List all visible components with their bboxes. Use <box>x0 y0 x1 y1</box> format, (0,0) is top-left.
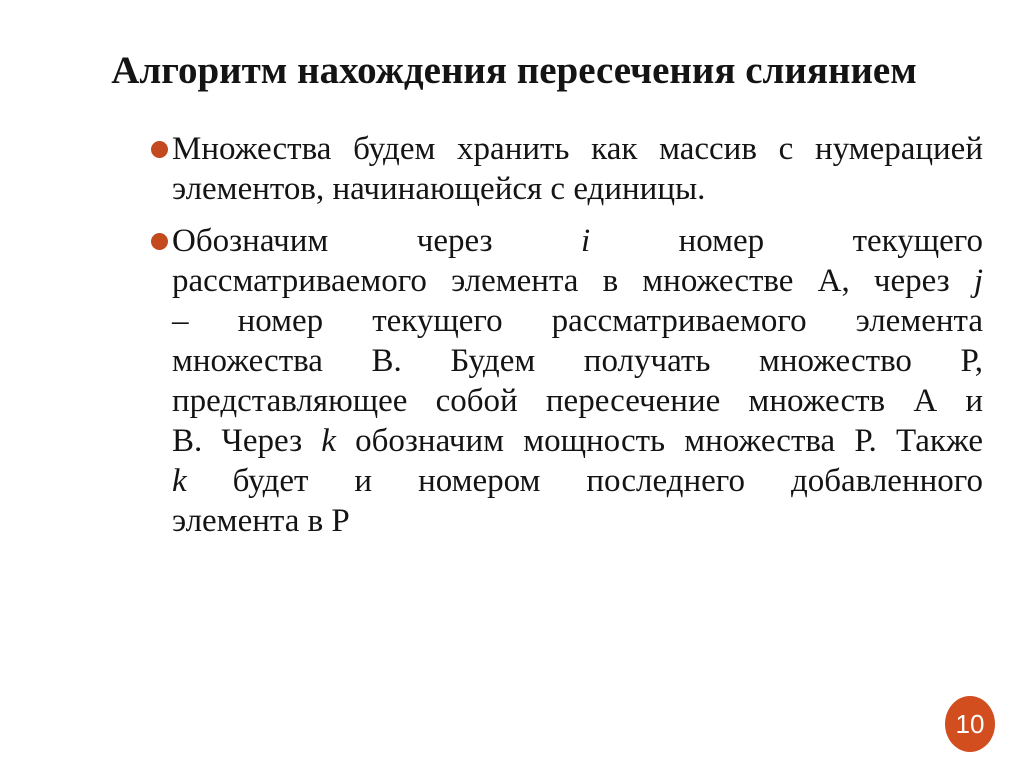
page-number-badge <box>945 696 995 752</box>
text-line: рассматриваемого элемента в множестве А, через j <box>172 263 983 299</box>
text-line: – номер текущего рассматриваемого элемента <box>172 303 983 339</box>
page-number: 10 <box>955 708 985 739</box>
bullet-icon <box>151 233 168 250</box>
text-line: Множества будем хранить как массив с нумерацией <box>172 131 983 167</box>
list-item <box>151 129 983 209</box>
text-line: k будет и номером последнего добавленного <box>172 463 983 499</box>
text-line: представляющее собой пересечение множеств А и <box>172 383 983 419</box>
text-line: элементов, начинающейся с единицы. <box>172 171 706 207</box>
bullet-icon <box>151 141 168 158</box>
text-line: В. Через k обозначим мощность множества Р. Также <box>172 423 983 459</box>
text-line: Обозначим через i номер текущего <box>172 223 983 259</box>
list-item <box>151 221 983 541</box>
bullet-list <box>151 129 983 541</box>
text-line: множества В. Будем получать множество Р, <box>172 343 983 379</box>
text-line: элемента в Р <box>172 503 350 539</box>
slide-title: Алгоритм нахождения пересечения слиянием <box>111 49 917 92</box>
